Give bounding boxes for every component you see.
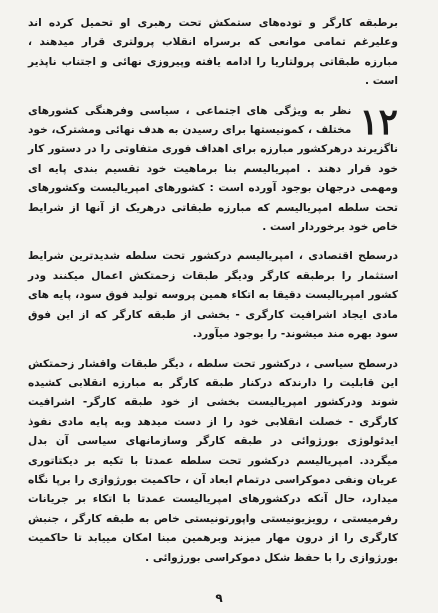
paragraph-gap [28, 237, 398, 247]
paragraph-political: درسطح سیاسی ، درکشور تحت سلطه ، دیگر طبقات واقشار زحمتکش این قابلیت را دارندکه درکنار طبقه کارگر به مبارزه انقلابی کشیده شوند ودرکشور امپریالیست بخشی از خود طبقه کارگر- اشرافیت کارگری - خصلت انقلابی خود را از دست میدهد وبه پایه مادی نفوذ ایدئولوژی بورژوائی در طبقه کارگر وسازمانهای سیاسی آن بدل میگردد. امپریالیسم درکشور تحت سلطه عمدتا با تکیه بر دیکتاتوری عریان ونفی دموکراسی درتمام ابعاد آن ، حاکمیت بورژوازی را برپا نگاه میدارد، حال آنکه درکشورهای امپریالیست عمدتا با اتکاء بر جریانات رفرمیستی ، رویزیونیستی واپورتونیستی خاص به طبقه کارگر ، جنبش کارگری را از درون مهار میزند وبرهمین مبنا امکان مییابد تا حاکمیت بورژوازی را با حفظ شکل دموکراسی بورژوائی . [28, 357, 398, 564]
paragraph-gap [28, 345, 398, 355]
section-block [28, 102, 398, 238]
paragraph-economic: درسطح اقتصادی ، امپریالیسم درکشور تحت سلطه شدیدترین شرایط استثمار را برطبقه کارگر ودیگر طبقات زحمتکش اعمال میکنند ودر کشور امپریالیست دقیقا به اتکاء همین پروسه تولید فوق سود، پایه های مادی ایجاد اشرافیت کارگری - بخشی از طبقه کارگر که از این فوق سود بهره مند میشوند- را بوجود میآورد. [28, 250, 398, 341]
paragraph-intro: برطبقه کارگر و توده‌های ستمکش تحت رهبری او تحمیل کرده اند وعلیرغم تمامی موانعی که برسراه انقلاب پرولتری قرار میدهند ، مبارزه طبقاتی پرولتاریا را ادامه یافته وپیروزی نهائی و اجتناب ناپذیر است . [28, 17, 398, 88]
section-number: ۱۲ [359, 100, 398, 143]
page-number: ۹ [215, 591, 223, 605]
paragraph-gap [28, 92, 398, 102]
paragraph-section-12: نظر به ویژگی های اجتماعی ، سیاسی وفرهنگی کشورهای مختلف ، کمونیستها برای رسیدن به هدف نهائی ومشترک، خود ناگزیرند درهرکشور مبارزه برای اهداف فوری متفاوتی را در دستور کار خود قرار دهند . امپریالیسم بنا برماهیت خود تقسیم بندی پایه ای ومهمی درجهان بوجود آورده است : کشورهای امپریالیست وکشورهای تحت سلطه امپریالیسم که مبارزه طبقاتی درهریک از آنها از شرایط خاص خود برخوردار است . [28, 104, 398, 234]
